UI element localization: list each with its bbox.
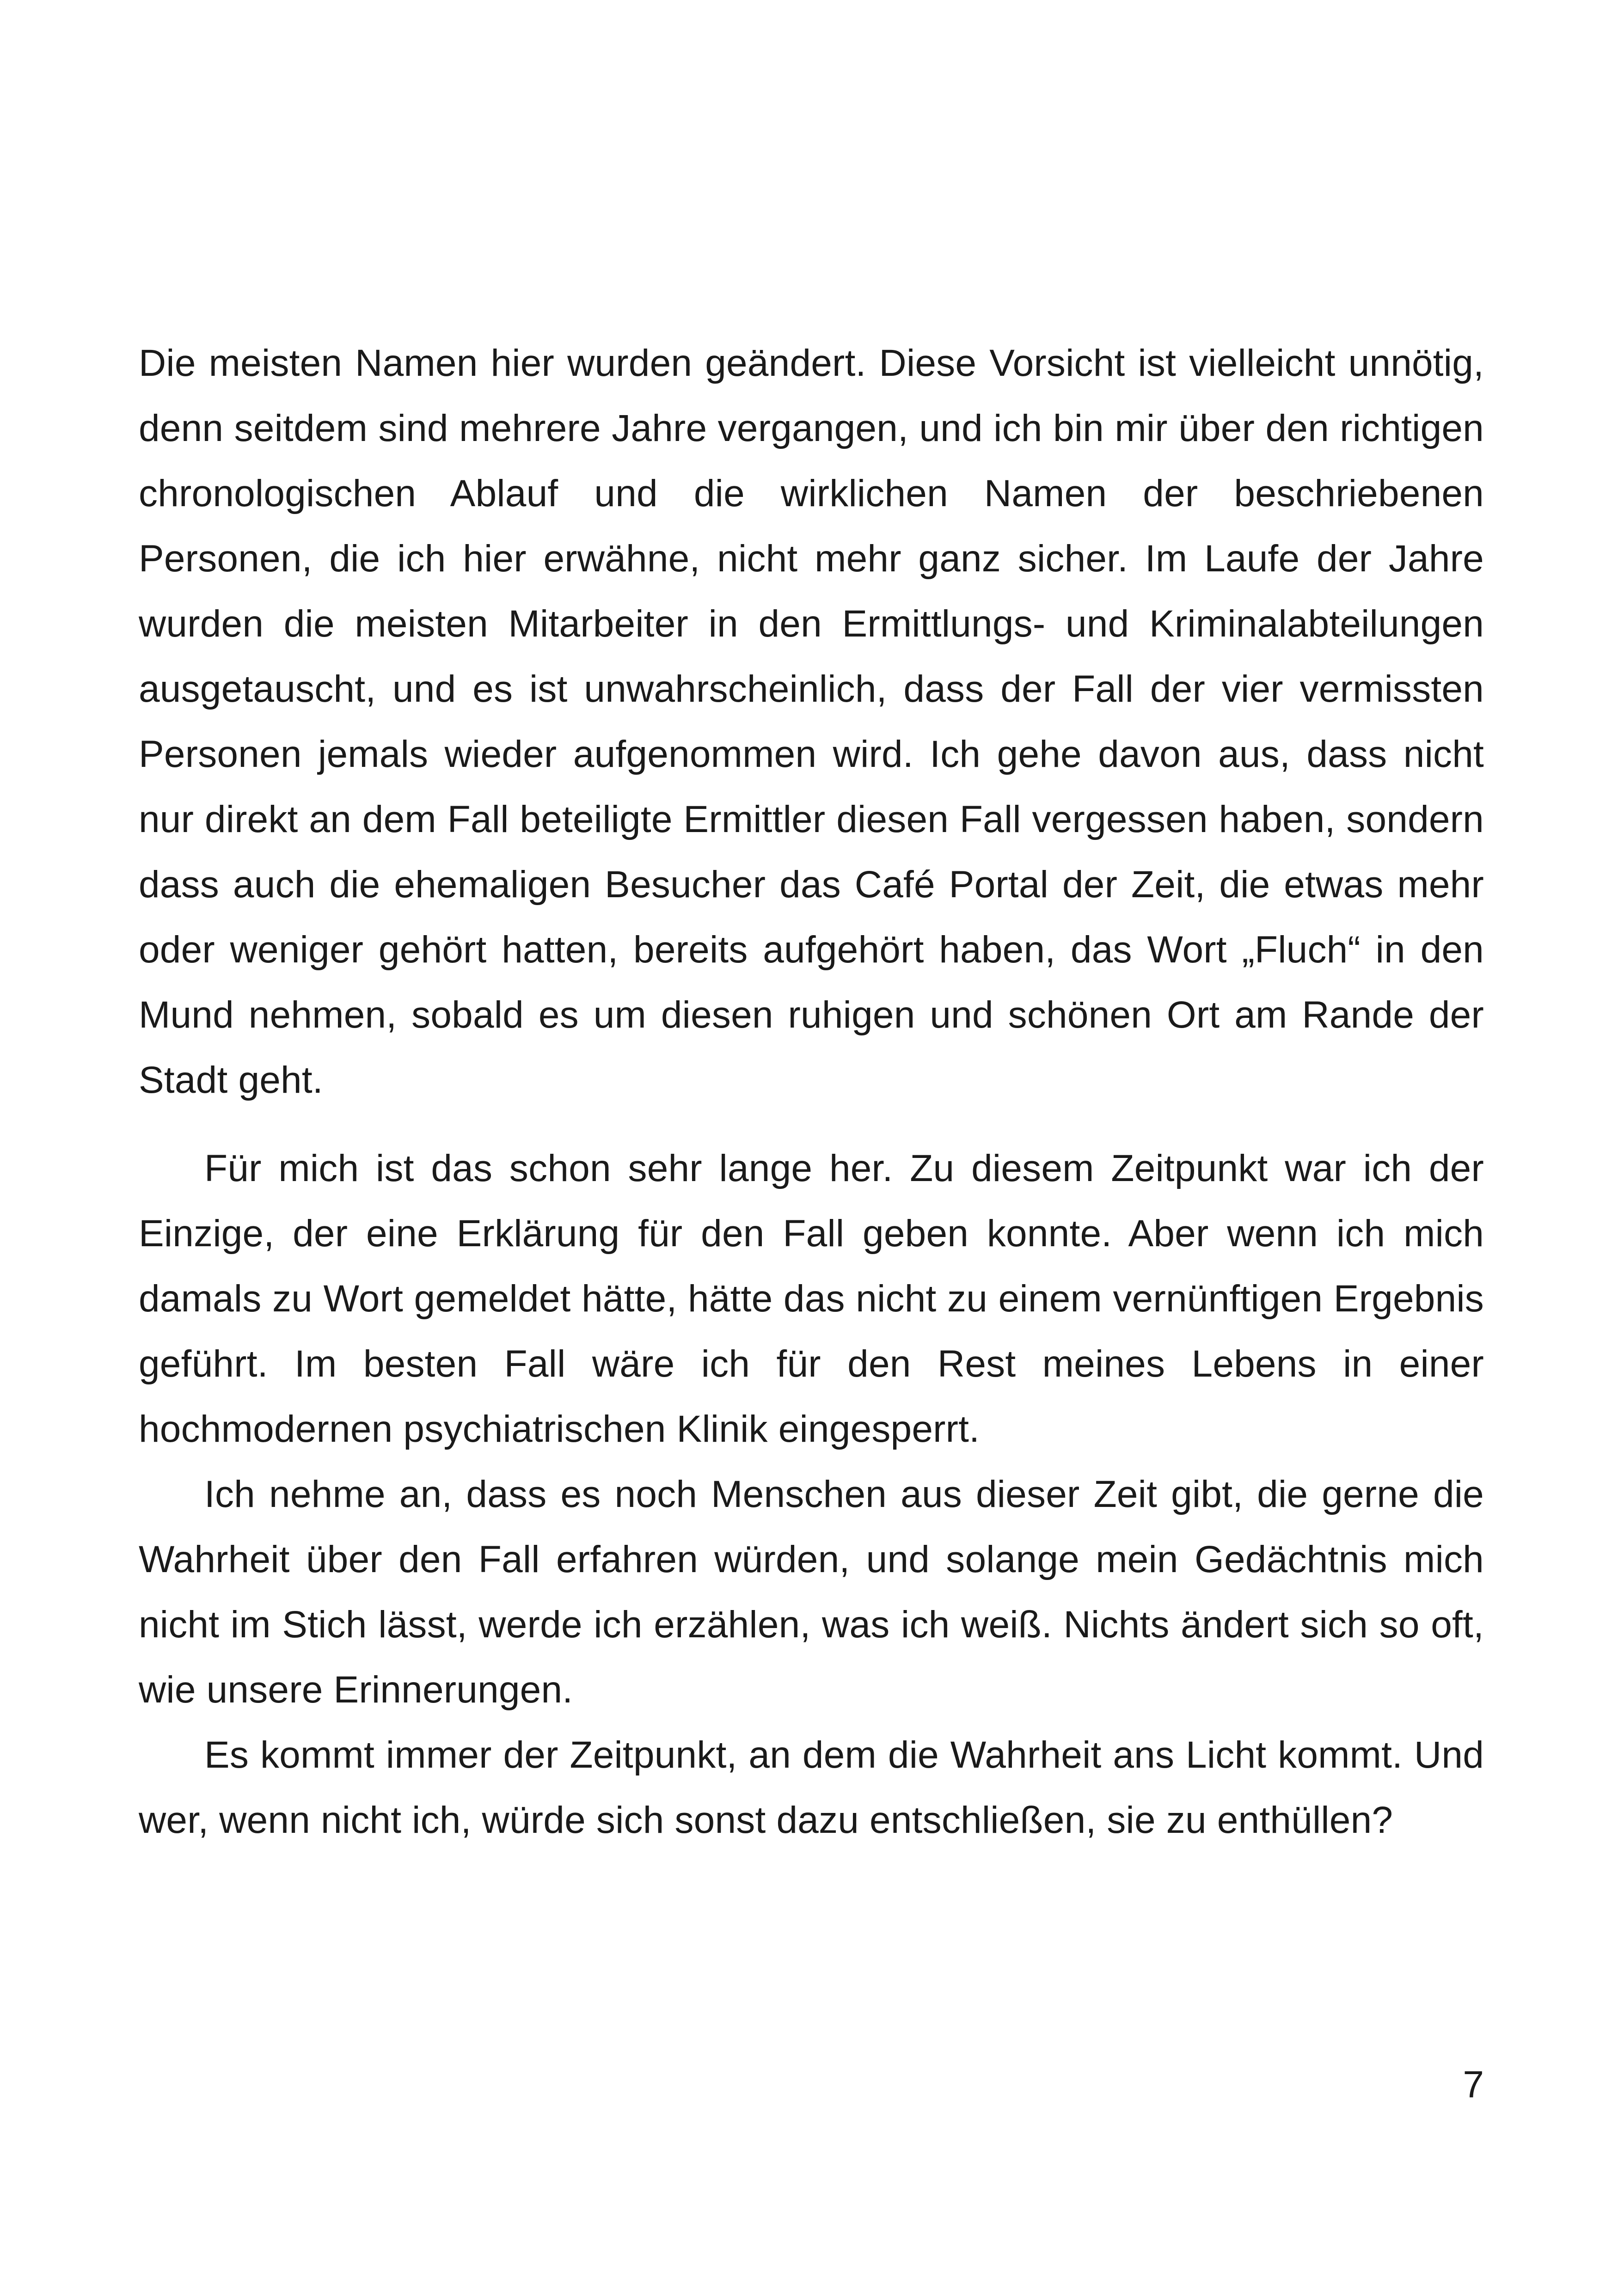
paragraph-4: Es kommt immer der Zeitpunkt, an dem die Wahrheit ans Licht kommt. Und wer, wenn nicht ich, würde sich sonst dazu entschließen, sie zu enthüllen?	[139, 1734, 1484, 1841]
paragraph-1: Die meisten Namen hier wurden geändert. Diese Vorsicht ist vielleicht unnötig, denn seitdem sind mehrere Jahre vergangen, und ich bin mir über den richtigen chronologischen Ablauf und die wirklichen Namen der beschriebenen Personen, die ich hier erwähne, nicht mehr ganz sicher. Im Laufe der Jahre wurden die meisten Mitarbeiter in den Ermittlungs- und Kriminalabteilungen ausgetauscht, und es ist unwahrscheinlich, dass der Fall der vier vermissten Personen jemals wieder aufgenommen wird. Ich gehe davon aus, dass nicht nur direkt an dem Fall beteiligte Ermittler diesen Fall vergessen haben, sondern dass auch die ehemaligen Besucher das Café Portal der Zeit, die etwas mehr oder weniger gehört hatten, bereits aufgehört haben, das Wort „Fluch“ in den Mund nehmen, sobald es um diesen ruhigen und schönen Ort am Rande der Stadt geht.	[139, 342, 1484, 1101]
paragraph-3: Ich nehme an, dass es noch Menschen aus dieser Zeit gibt, die gerne die Wahrheit über den Fall erfahren würden, und solange mein Gedächtnis mich nicht im Stich lässt, werde ich erzählen, was ich weiß. Nichts ändert sich so oft, wie unsere Erinnerungen.	[139, 1473, 1484, 1711]
paragraph-2: Für mich ist das schon sehr lange her. Zu diesem Zeitpunkt war ich der Einzige, der eine Erklärung für den Fall geben konnte. Aber wenn ich mich damals zu Wort gemeldet hätte, hätte das nicht zu einem vernünftigen Ergebnis geführt. Im besten Fall wäre ich für den Rest meines Lebens in einer hochmodernen psychiatrischen Klinik eingesperrt.	[139, 1147, 1484, 1450]
page-number: 7	[1463, 2063, 1484, 2106]
body-text	[139, 331, 1484, 1853]
